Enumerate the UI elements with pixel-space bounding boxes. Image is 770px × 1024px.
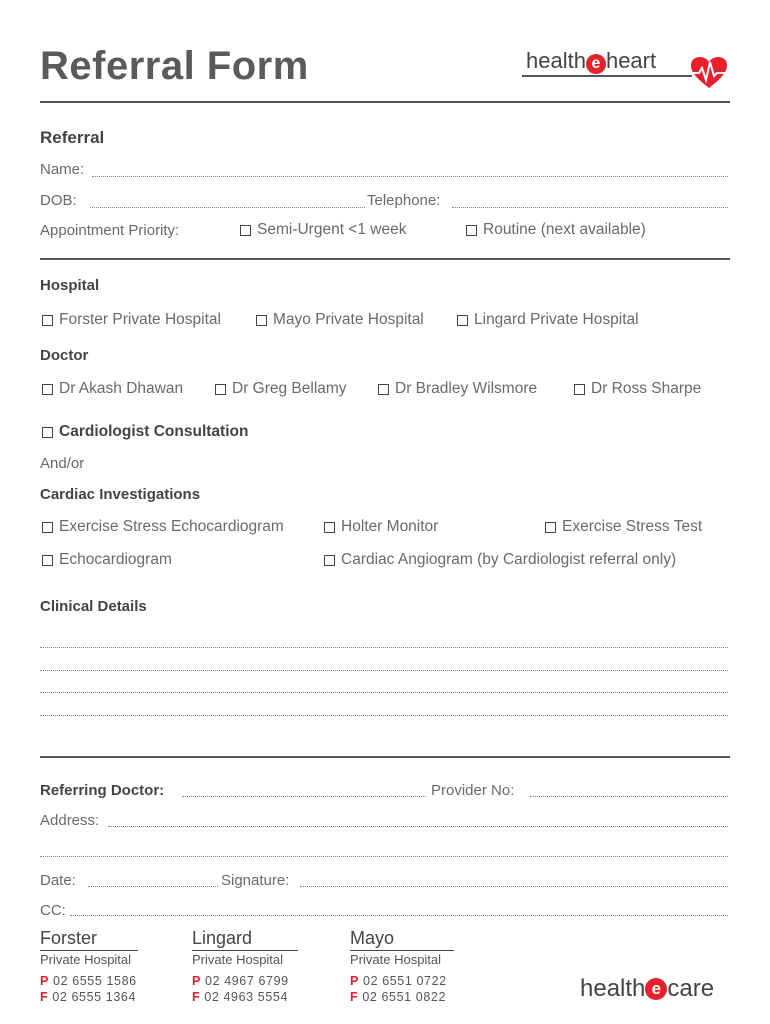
healthecare-logo: health e care	[580, 975, 715, 1002]
telephone-field[interactable]	[452, 207, 728, 208]
logo-e-mark: e	[586, 54, 606, 74]
checkbox-box	[545, 522, 556, 533]
doctor-heading: Doctor	[40, 347, 89, 364]
clinical-line[interactable]	[40, 715, 728, 716]
cardiologist-consultation-checkbox[interactable]: Cardiologist Consultation	[42, 423, 248, 441]
fax-number: 02 4963 5554	[204, 990, 288, 1004]
checkbox-box	[42, 315, 53, 326]
priority-semi-urgent-checkbox[interactable]: Semi-Urgent <1 week	[240, 221, 406, 239]
cc-label: CC:	[40, 902, 66, 919]
hospital-mayo-checkbox[interactable]: Mayo Private Hospital	[256, 311, 424, 329]
checkbox-box	[42, 555, 53, 566]
checkbox-box	[256, 315, 267, 326]
priority-label: Appointment Priority:	[40, 222, 180, 239]
hospital-subtitle: Private Hospital	[192, 952, 284, 967]
hospital-name: Lingard	[192, 928, 253, 948]
investigations-heading: Cardiac Investigations	[40, 486, 201, 503]
hospital-subtitle: Private Hospital	[350, 952, 442, 967]
hospital-lingard-checkbox[interactable]: Lingard Private Hospital	[457, 311, 639, 329]
fax-number: 02 6551 0822	[362, 990, 446, 1004]
checkbox-box	[574, 384, 585, 395]
name-field[interactable]	[92, 176, 728, 177]
dob-label: DOB:	[40, 192, 77, 209]
echocardiogram-checkbox[interactable]: Echocardiogram	[42, 551, 172, 569]
checkbox-box	[378, 384, 389, 395]
logo-text-heart: heart	[605, 48, 657, 73]
date-field[interactable]	[88, 886, 218, 887]
address-field[interactable]	[108, 826, 728, 827]
healtheheart-logo	[522, 44, 732, 94]
phone-number: 02 6551 0722	[363, 974, 447, 988]
doctor-bellamy-checkbox[interactable]: Dr Greg Bellamy	[215, 380, 347, 398]
signature-field[interactable]	[300, 886, 728, 887]
doctor-wilsmore-checkbox[interactable]: Dr Bradley Wilsmore	[378, 380, 537, 398]
logo-e-mark: e	[645, 978, 667, 1000]
fax-number: 02 6555 1364	[52, 990, 136, 1004]
phone-number: 02 6555 1586	[53, 974, 137, 988]
hospital-forster-checkbox[interactable]: Forster Private Hospital	[42, 311, 221, 329]
mayo-hospital-block: Mayo Private Hospital P 02 6551 0722 F 02 6551 0822	[350, 928, 490, 1005]
priority-routine-checkbox[interactable]: Routine (next available)	[466, 221, 646, 239]
exercise-stress-test-checkbox[interactable]: Exercise Stress Test	[545, 518, 702, 536]
clinical-line[interactable]	[40, 670, 728, 671]
address-label: Address:	[40, 812, 100, 829]
dob-field[interactable]	[90, 207, 365, 208]
holter-monitor-checkbox[interactable]: Holter Monitor	[324, 518, 438, 536]
hospital-name: Forster	[40, 928, 98, 948]
checkbox-box	[42, 427, 53, 438]
name-label: Name:	[40, 161, 85, 178]
hospital-heading: Hospital	[40, 277, 100, 294]
logo-text-health: health	[526, 48, 586, 73]
cardiac-angiogram-checkbox[interactable]: Cardiac Angiogram (by Cardiologist referral only)	[324, 551, 676, 569]
checkbox-box	[457, 315, 468, 326]
referring-doctor-field[interactable]	[182, 796, 426, 797]
date-label: Date:	[40, 872, 76, 889]
page-title: Referral Form	[40, 44, 309, 88]
phone-number: 02 4967 6799	[205, 974, 289, 988]
checkbox-box	[466, 225, 477, 236]
signature-label: Signature:	[221, 872, 290, 889]
doctor-sharpe-checkbox[interactable]: Dr Ross Sharpe	[574, 380, 701, 398]
clinical-line[interactable]	[40, 647, 728, 648]
checkbox-box	[324, 522, 335, 533]
provider-no-field[interactable]	[530, 796, 728, 797]
checkbox-box	[215, 384, 226, 395]
cc-field[interactable]	[70, 915, 728, 916]
address-field-line2[interactable]	[40, 856, 728, 857]
clinical-details-heading: Clinical Details	[40, 598, 147, 615]
checkbox-box	[324, 555, 335, 566]
checkbox-box	[42, 384, 53, 395]
clinical-line[interactable]	[40, 692, 728, 693]
doctor-dhawan-checkbox[interactable]: Dr Akash Dhawan	[42, 380, 183, 398]
lingard-hospital-block: Lingard Private Hospital P 02 4967 6799 F 02 4963 5554	[192, 928, 332, 1005]
exercise-stress-echo-checkbox[interactable]: Exercise Stress Echocardiogram	[42, 518, 284, 536]
checkbox-box	[42, 522, 53, 533]
andor-text: And/or	[40, 455, 85, 472]
hospital-name: Mayo	[350, 928, 395, 948]
hospital-subtitle: Private Hospital	[40, 952, 132, 967]
referral-heading: Referral	[40, 128, 105, 147]
forster-hospital-block: Forster Private Hospital P 02 6555 1586 F 02 6555 1364	[40, 928, 180, 1005]
heart-icon	[690, 56, 728, 90]
telephone-label: Telephone:	[367, 192, 441, 209]
referring-doctor-label: Referring Doctor:	[40, 782, 165, 799]
provider-no-label: Provider No:	[431, 782, 515, 799]
checkbox-box	[240, 225, 251, 236]
